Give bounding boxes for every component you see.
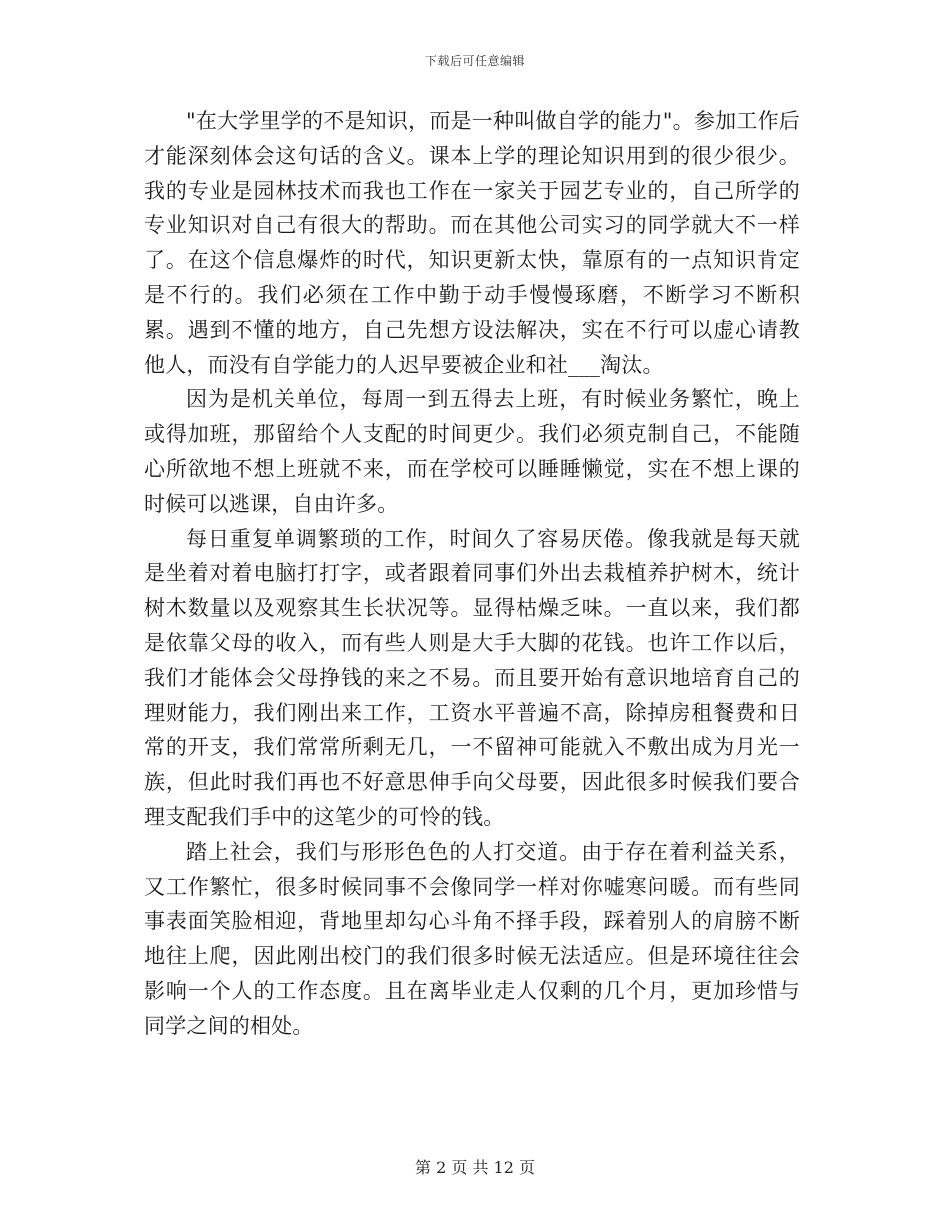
paragraph-self-learning: "在大学里学的不是知识，而是一种叫做自学的能力"。参加工作后才能深刻体会这句话的含义。课本上学的理论知识用到的很少很少。我的专业是园林技术而我也工作在一家关于园艺专业的，自己所学的专业知识对自己有很大的帮助。而在其他公司实习的同学就大不一样了。在这个信息爆炸的时代，知识更新太快，靠原有的一点知识肯定是不行的。我们必须在工作中勤于动手慢慢琢磨，不断学习不断积累。遇到不懂的地方，自己先想方设法解决，实在不行可以虚心请教他人，而没有自学能力的人迟早要被企业和社___淘汰。 <box>144 109 800 377</box>
paragraph-routine-finance: 每日重复单调繁琐的工作，时间久了容易厌倦。像我就是每天就是坐着对着电脑打打字，或者跟着同事们外出去栽植养护树木，统计树木数量以及观察其生长状况等。显得枯燥乏味。一直以来，我们都是依靠父母的收入，而有些人则是大手大脚的花钱。也许工作以后，我们才能体会父母挣钱的来之不易。而且要开始有意识地培育自己的理财能力，我们刚出来工作，工资水平普遍不高，除掉房租餐费和日常的开支，我们常常所剩无几，一不留神可能就入不敷出成为月光一族，但此时我们再也不好意思伸手向父母要，因此很多时候我们要合理支配我们手中的这笔少的可怜的钱。 <box>144 526 800 829</box>
paragraph-social-relations: 踏上社会，我们与形形色色的人打交道。由于存在着利益关系，又工作繁忙，很多时候同事不会像同学一样对你嘘寒问暖。而有些同事表面笑脸相迎，背地里却勾心斗角不择手段，踩着别人的肩膀不断地往上爬，因此刚出校门的我们很多时候无法适应。但是环境往往会影响一个人的工作态度。且在离毕业走人仅剩的几个月，更加珍惜与同学之间的相处。 <box>144 839 800 1038</box>
paragraph-work-schedule: 因为是机关单位，每周一到五得去上班，有时候业务繁忙，晚上或得加班，那留给个人支配的时间更少。我们必须克制自己，不能随心所欲地不想上班就不来，而在学校可以睡睡懒觉，实在不想上课的时候可以逃课，自由许多。 <box>144 387 800 516</box>
page-header: 下载后可任意编辑 <box>424 54 525 68</box>
document-body <box>144 104 800 1044</box>
page-number: 第 2 页 共 12 页 <box>415 1158 535 1177</box>
